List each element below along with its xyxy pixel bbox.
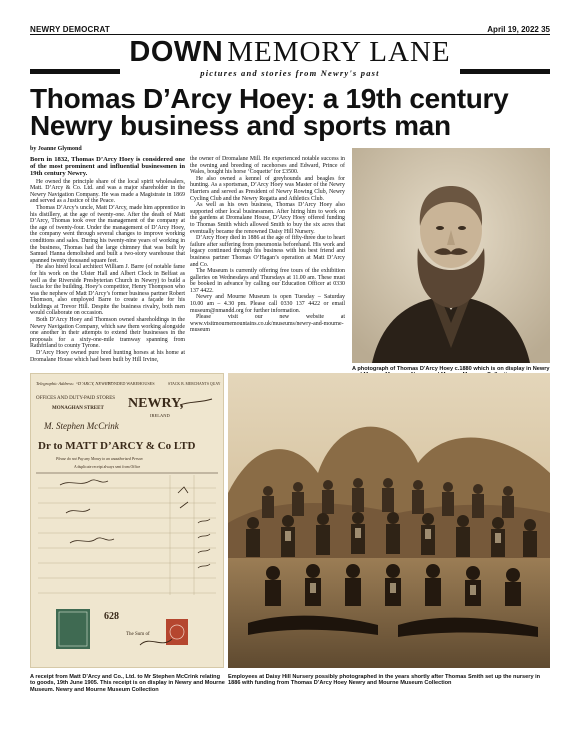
- banner-line-left: [30, 69, 120, 74]
- portrait-illustration: [352, 148, 550, 363]
- receipt-offices: OFFICES AND DUTY-PAID STORES: [36, 396, 116, 401]
- section-tagline: pictures and stories from Newry's past: [200, 68, 380, 78]
- article-paragraph: Both D’Arcy Hoey and Thomson owned shareholdings in the Newry Navigation Company, which saw them working alongside one another in their attempts to extend their businesses in the proposals for a sixty-one-mile tramway spanning from Rathfriland to county Tyrone.: [30, 317, 185, 350]
- receipt-duplicate: A duplicate receipt always sent from Office: [74, 465, 141, 469]
- section-title-part2: MEMORY LANE: [227, 36, 451, 68]
- receipt-place: NEWRY,: [128, 396, 184, 411]
- masthead-rule: [30, 34, 550, 35]
- nursery-photo: [228, 373, 550, 668]
- article-column-1: [30, 156, 185, 363]
- receipt-street: MONAGHAN STREET: [52, 406, 104, 411]
- receipt-caption: A receipt from Matt D’Arcy and Co., Ltd. to Mr Stephen McCrink relating to goods, 19th June 1905. This receipt is on display in Newry and Mourne Museum. Newry and Mourne Museum Collection: [30, 674, 225, 693]
- receipt-number: 628: [104, 611, 119, 622]
- nursery-caption: Employees at Daisy Hill Nursery possibly photographed in the years shortly after Thomas Smith set up the nursery in 1886 with funding from Thomas D’Arcy Hoey Newry and Mourne Museum Collection: [228, 674, 541, 687]
- receipt-illustration: [30, 373, 224, 668]
- paper-name: NEWRY DEMOCRAT: [30, 25, 110, 34]
- section-banner: [30, 38, 550, 80]
- article-paragraph: Thomas D’Arcy’s uncle, Matt D’Arcy, made him apprentice in his distillery, at the age of twenty-one. After the death of Matt D’Arcy, Thomas took over the management of the company at the age of twenty-four. Under the management of D’Arcy Hoey, the company went through several changes to improve working conditions and sales. During his twenty-nine years of working in the business, Thomas had the large chimney that was built by Samuel Hanna demolished and built a two-story warehouse that spanned twenty thousand square feet.: [30, 204, 185, 264]
- receipt-photo: [30, 373, 224, 668]
- issue-date: April 19, 2022 35: [487, 25, 550, 34]
- article-paragraph: He also hired local architect William J. Barre (of notable fame for his work on the Ulster Hall and Albert Clock in Belfast as well as the Riverside Presbyterian Church in Newry) to build a fascia for the building. Hoey’s competitor, Henry Thompson who was the nephew of Matt D’Arcy’s former business partner Robert Thomson, also employed Barre to create a façade for his buildings at Trevor Hill. Despite the business rivalry, both men would collaborate on occasion.: [30, 264, 185, 317]
- receipt-stack: STACK B. MERCHANTS QUAY: [168, 382, 221, 386]
- article-paragraph: D’Arcy Hoey died in 1886 at the age of fifty-three due to heart failure after suffering from pneumonia beforehand. His work and legacy continued through his business with his best friend and business partner Thomas O’Hagan’s operation at Matt D’Arcy and Co.: [190, 235, 345, 268]
- receipt-firm: Dr to MATT D’ARCY & Co LTD: [38, 440, 196, 452]
- section-title: [120, 36, 460, 69]
- banner-line-right: [460, 69, 550, 74]
- nursery-illustration: [228, 373, 550, 668]
- portrait-caption: A photograph of Thomas D’Arcy Hoey c.1880 which is on display in Newry: [352, 366, 550, 372]
- receipt-bonded: BONDED WAREHOUSES: [108, 381, 155, 386]
- article-paragraph: He owned the principle share of the local spirit wholesalers, Matt. D’Arcy & Co. Ltd. and was a major shareholder in the Newry Navigation Company. He was made a Magistrate in 1869 and served as a Justice of the Peace.: [30, 178, 185, 205]
- receipt-country: IRELAND: [150, 413, 170, 418]
- article-paragraph: Newry and Mourne Museum is open Tuesday – Saturday 10.00 am – 4.30 pm. Please call 0330 137 4422 or email museum@nmandd.org for further information.: [190, 294, 345, 314]
- article-byline: by Joanne Glymond: [30, 146, 82, 152]
- article-paragraph: As well as his own business, Thomas D’Arcy Hoey also supported other local businessmen. After hiring him to work on the gardens at Dromalane House, D’Arcy Hoey offered funding to Thomas Smith which allowed Smith to buy the six acres that eventually became the renowned Daisy Hill Nursery.: [190, 202, 345, 235]
- article-headline: Thomas D’Arcy Hoey: a 19th century Newry business and sports man: [30, 83, 509, 141]
- article-paragraph: Please visit our new website at www.visitmournemountains.co.uk/museums/newry-and-mourne-museum: [190, 314, 345, 334]
- article-paragraph: The Museum is currently offering free tours of the exhibition galleries on Wednesdays and Thursdays at 11.00 am. These must be booked in advance by calling our Education Officer at 0330 137 4422.: [190, 268, 345, 294]
- receipt-stamp-label: The Sum of: [126, 632, 150, 637]
- article-paragraph: D’Arcy Hoey owned pure bred hunting horses at his home at Dromalane House which had been built by Hill Irvine,: [30, 350, 185, 363]
- receipt-payable: Please do not Pay any Money to an unauthorised Person: [56, 457, 143, 461]
- article-lead-paragraph: Born in 1832, Thomas D’Arcy Hoey is considered one of the most prominent and influential businessmen in 19th century Newry.: [30, 156, 185, 178]
- article-column-2: [190, 156, 345, 334]
- portrait-photo: [352, 148, 550, 363]
- article-paragraph: the owner of Dromalane Mill. He experienced notable success in the owning and breeding of racehorses and Edward, Prince of Wales, bought his horse ‘Coquette’ for £3500.: [190, 156, 345, 176]
- receipt-addressee: M. Stephen McCrink: [44, 421, 119, 431]
- section-title-part1: DOWN: [129, 36, 224, 68]
- receipt-telegraphic: Telegraphic Address: “D’ARCY, NEWRY”: [36, 381, 113, 386]
- article-paragraph: He also owned a kennel of greyhounds and beagles for hunting. As a sportsman, D’Arcy Hoey was Master of the Newry Harriers and served as President of Newry Rowing Club, Newry Cycling Club and the Newry Regatta and Athletics Club.: [190, 175, 345, 202]
